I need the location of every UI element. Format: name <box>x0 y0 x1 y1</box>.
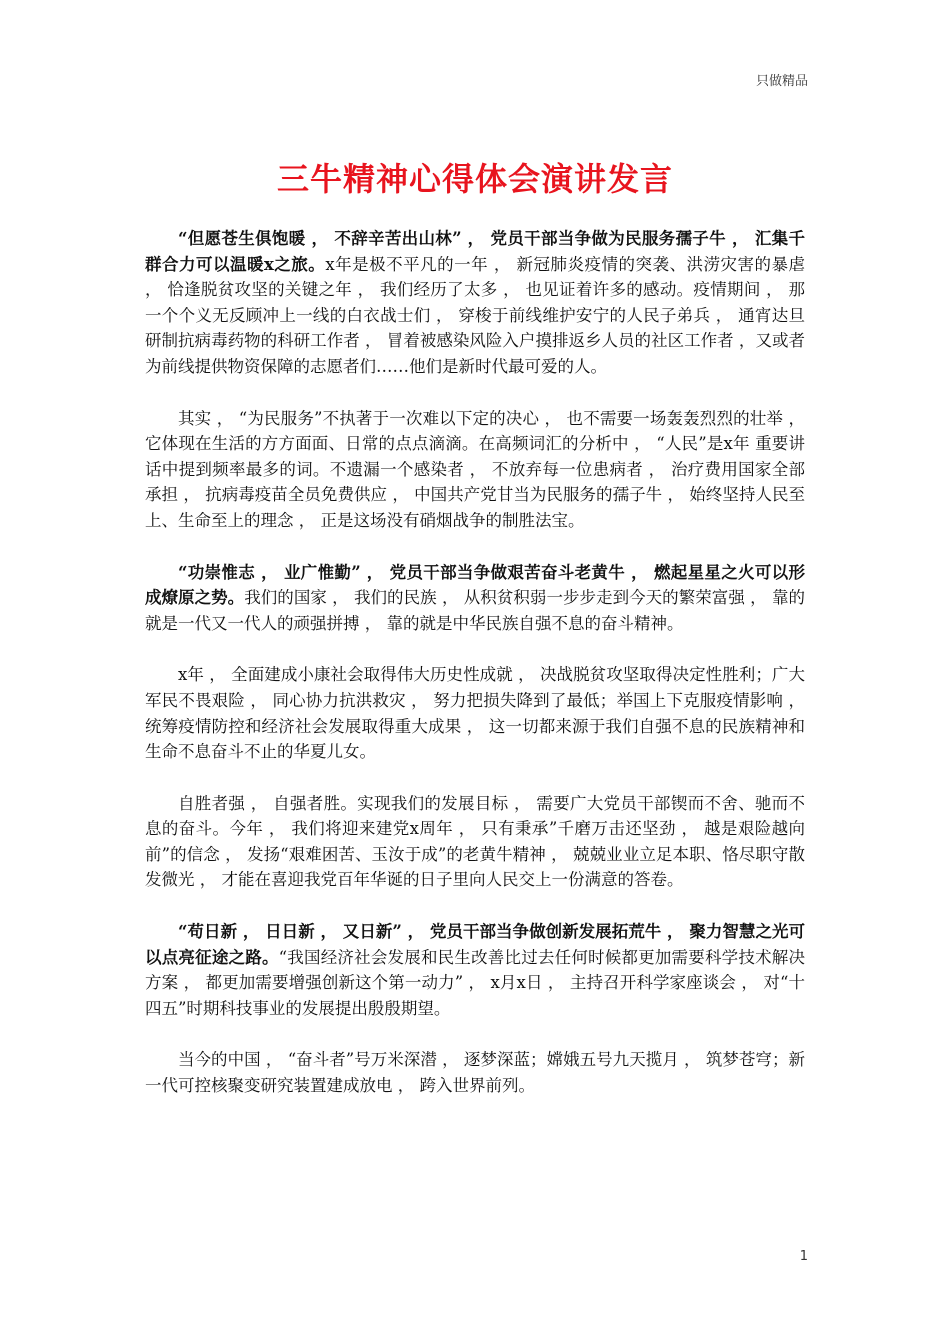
paragraph-1 <box>145 226 805 380</box>
page-number: 1 <box>799 1249 808 1264</box>
paragraph-text: 我们的国家 ， 我们的民族 ， 从积贫积弱一步步走到今天的繁荣富强 ， 靠的就是一代又一代人的顽强拼搏 ， 靠的就是中华民族自强不息的奋斗精神。 <box>145 588 805 633</box>
paragraph-lead: “功崇惟志 ， 业广惟勤” ， 党员干部当争做艰苦奋斗老黄牛 ， 燃起星星之火可以形成燎原之势。 <box>145 562 805 608</box>
paragraph-text: x年 ， 全面建成小康社会取得伟大历史性成就 ， 决战脱贫攻坚取得决定性胜利；广大军民不畏艰险 ， 同心协力抗洪救灾 ， 努力把损失降到了最低；举国上下克服疫情影响 ， 统筹疫情防控和经济社会发展取得重大成果 ， 这一切都来源于我们自强不息的民族精神和生命不息奋斗不止的华夏儿女。 <box>145 665 805 762</box>
paragraph-5 <box>145 791 805 893</box>
paragraph-4 <box>145 662 805 764</box>
paragraph-lead: “但愿苍生俱饱暖 ， 不辞辛苦出山林” ， 党员干部当争做为民服务孺子牛 ， 汇集千群合力可以温暖x之旅。 <box>145 229 805 274</box>
paragraph-text: 自胜者强 ， 自强者胜。实现我们的发展目标 ， 需要广大党员干部锲而不舍、驰而不息的奋斗。今年 ， 我们将迎来建党x周年 ， 只有秉承”千磨万击还坚劲 ， 越是艰险越向前”的信念 ， 发扬“艰难困苦、玉汝于成”的老黄牛精神 ， 兢兢业业立足本职、恪尽职守散发微光 ， 才能在喜迎我党百年华诞的日子里向人民交上一份满意的答卷。 <box>145 793 805 890</box>
paragraph-6 <box>145 919 805 1021</box>
document-body <box>145 226 805 1125</box>
header-note: 只做精品 <box>755 74 808 89</box>
paragraph-7 <box>145 1047 805 1098</box>
document-title: 三牛精神心得体会演讲发言 <box>276 160 673 198</box>
paragraph-2 <box>145 406 805 534</box>
paragraph-text: 当今的中国 ， “奋斗者”号万米深潜 ， 逐梦深蓝；嫦娥五号九天揽月 ， 筑梦苍穹；新一代可控核聚变研究装置建成放电 ， 跨入世界前列。 <box>145 1050 805 1096</box>
paragraph-3 <box>145 560 805 637</box>
paragraph-text: x年是极不平凡的一年 ， 新冠肺炎疫情的突袭、洪涝灾害的暴虐 ， 恰逢脱贫攻坚的关键之年 ， 我们经历了太多 ， 也见证着许多的感动。疫情期间 ， 那一个个义无反顾冲上一线的白衣战士们 ， 穿梭于前线维护安宁的人民子弟兵 ， 通宵达旦研制抗病毒药物的科研工作者 ， 冒着被感染风险入户摸排返乡人员的社区工作者 ，又或者为前线提供物资保障的志愿者们……他们是新时代最可爱的人。 <box>145 254 806 376</box>
paragraph-text: “我国经济社会发展和民生改善比过去任何时候都更加需要科学技术解决方案 ， 都更加需要增强创新这个第一动力” ， x月x日 ， 主持召开科学家座谈会 ， 对“十四五”时期科技事业的发展提出殷殷期望。 <box>145 947 806 1018</box>
paragraph-lead: “苟日新 ， 日日新 ， 又日新” ， 党员干部当争做创新发展拓荒牛 ， 聚力智慧之光可以点亮征途之路。 <box>145 922 805 967</box>
paragraph-text: 其实 ， “为民服务”不执著于一次难以下定的决心 ， 也不需要一场轰轰烈烈的壮举 ， 它体现在生活的方方面面、日常的点点滴滴。在高频词汇的分析中 ， “人民”是x年 重要讲话中提到频率最多的词。不遗漏一个感染者 ， 不放弃每一位患病者 ， 治疗费用国家全部承担 ， 抗病毒疫苗全员免费供应 ， 中国共产党甘当为民服务的孺子牛 ， 始终坚持人民至上、生命至上的理念 ， 正是这场没有硝烟战争的制胜法宝。 <box>145 408 805 530</box>
